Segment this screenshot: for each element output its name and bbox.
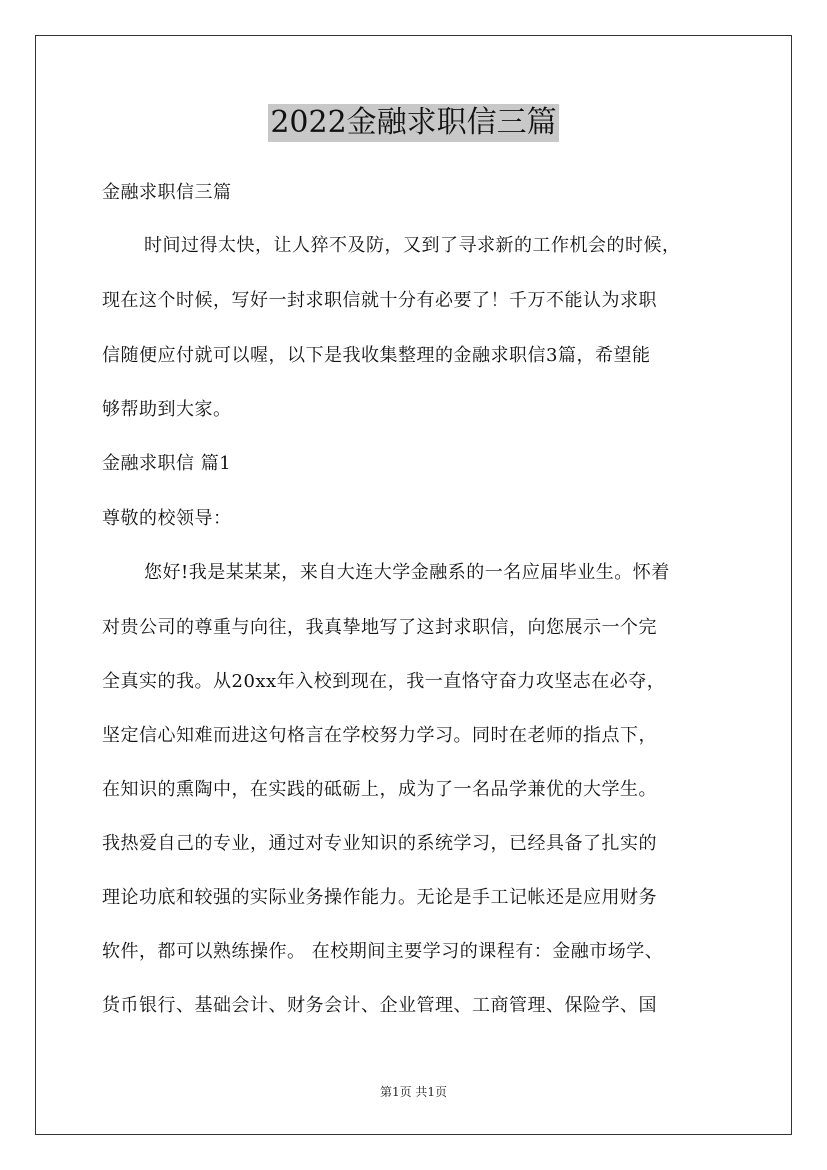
paragraph-line: 在知识的熏陶中，在实践的砥砺上，成为了一名品学兼优的大学生。 bbox=[102, 779, 657, 800]
paragraph-line: 时间过得太快，让人猝不及防，又到了寻求新的工作机会的时候， bbox=[144, 235, 681, 256]
salutation-line: 尊敬的校领导： bbox=[102, 508, 232, 529]
paragraph-line: 您好!我是某某某，来自大连大学金融系的一名应届毕业生。怀着 bbox=[144, 562, 670, 583]
title-container bbox=[0, 104, 827, 142]
page-footer: 第1页 共1页 bbox=[379, 1085, 448, 1099]
document-title: 2022金融求职信三篇 bbox=[270, 105, 557, 140]
paragraph-line: 货币银行、基础会计、财务会计、企业管理、工商管理、保险学、国 bbox=[102, 995, 657, 1016]
paragraph-line: 够帮助到大家。 bbox=[102, 399, 232, 420]
paragraph-line: 软件，都可以熟练操作。 在校期间主要学习的课程有：金融市场学、 bbox=[102, 941, 664, 962]
paragraph-line: 我热爱自己的专业，通过对专业知识的系统学习，已经具备了扎实的 bbox=[102, 833, 657, 854]
subtitle-line: 金融求职信三篇 bbox=[102, 182, 232, 203]
section-heading: 金融求职信 篇1 bbox=[102, 453, 232, 474]
paragraph-line: 现在这个时候，写好一封求职信就十分有必要了！千万不能认为求职 bbox=[102, 290, 657, 311]
paragraph-line: 理论功底和较强的实际业务操作能力。无论是手工记帐还是应用财务 bbox=[102, 887, 657, 908]
paragraph-line: 对贵公司的尊重与向往，我真挚地写了这封求职信，向您展示一个完 bbox=[102, 617, 657, 638]
paragraph-line: 全真实的我。从20xx年入校到现在，我一直恪守奋力攻坚志在必夺， bbox=[102, 671, 666, 692]
paragraph-line: 坚定信心知难而进这句格言在学校努力学习。同时在老师的指点下， bbox=[102, 725, 657, 746]
paragraph-line: 信随便应付就可以喔，以下是我收集整理的金融求职信3篇，希望能 bbox=[102, 345, 651, 366]
